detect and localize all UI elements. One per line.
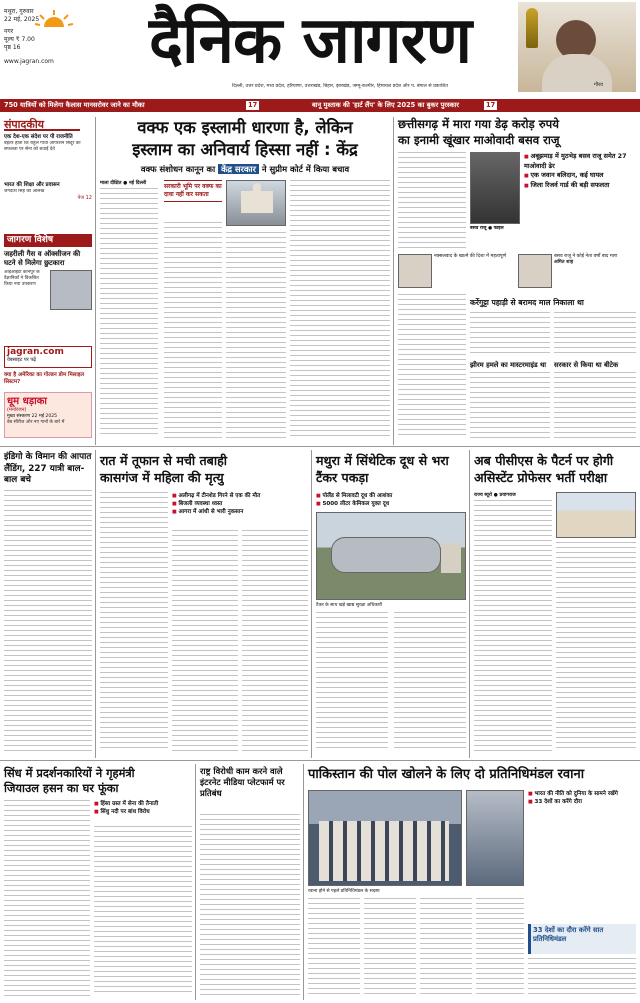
pcs-headline-line-2: असिस्टेंट प्रोफेसर भर्ती परीक्षा [474,470,608,485]
special-title[interactable]: जहरीली गैस व ऑक्सीजन की घटने से मिलेगा छुटकारा [4,250,81,267]
dhoom-date: मुख्य संस्करण 22 मई 2025 [7,414,58,419]
lead-headline[interactable] [100,117,390,161]
editorial-2-body: जगदीश सिंह का आलेख [4,189,45,194]
special-header [4,234,92,247]
editorial-1 [4,134,92,179]
dhoom-header: धूम धड़ाका [7,396,47,407]
editorial-page-ref: पेज 12 [77,195,92,202]
naxal-col-3 [470,312,550,356]
naxal-headline-line-2: का इनामी खूंखार माओवादी बसव राजू [398,133,560,147]
storm-bullets [172,492,308,516]
naxal-col-1 [398,152,466,250]
ott-headline[interactable]: राष्ट्र विरोधी काम करने वाले इंटरनेट मीडिया प्लेटफार्म पर प्रतिबंध [200,766,285,798]
naxal-bullet-2: ■ एक जवान बलिदान, कई घायल [524,171,636,181]
lead-col-4 [290,180,390,438]
milk-bullet-2: ■ 5000 लीटर केमिकल युक्त दूध [316,500,466,508]
storm-headline-line-2: कासगंज में महिला की मृत्यु [100,470,224,485]
pak-col-2 [364,898,416,996]
sindh-headline-line-2: जियाउल हसन का घर फूंका [4,781,119,795]
editorial-1-body: बेहतर होता कि राहुल गांधी ऑपरेशन सिंदूर की सफलता पर सेना को बधाई देते [4,141,81,153]
lead-subhead-part-2: ने सुप्रीम कोर्ट में किया बचाव [261,164,350,174]
pak-col-4 [476,898,524,996]
city: नगर [4,28,14,35]
lead-col-3 [226,232,286,438]
lead-headline-line-1: वक्फ एक इस्लामी धारणा है, लेकिन [137,118,353,137]
naxal-sub-2[interactable]: झीरम हमले का मास्टरमाइंड था [470,361,547,369]
ott-body [200,814,300,996]
modi-photo [398,254,432,288]
newspaper-title: दैनिक जागरण [148,4,472,78]
pak-box [528,924,636,954]
sindh-headline[interactable] [4,766,192,796]
indigo-headline[interactable]: इंडिगो के विमान की आपात लैंडिंग, 227 यात्री बाल-बाल बचे [4,452,92,485]
delegation-caption: रवाना होने से पहले प्रतिनिधिमंडल के सदस्य [308,889,380,894]
shah-caption-name: अमित शाह [554,260,574,266]
storm-col-1 [100,492,168,752]
storm-bullet-1: ■ अलीगढ़ में टीनशेड गिरने से एक की मौत [172,492,308,500]
delegation-photo [308,790,462,886]
naxal-col-6 [554,372,636,438]
pak-headline[interactable]: पाकिस्तान की पोल खोलने के लिए दो प्रतिनिधिमंडल रवाना [308,767,585,782]
poll-question[interactable]: क्या है अमेरिका का गोल्डन डोम मिसाइल सिस्टम? [4,372,85,385]
sindh-bullet-2: ■ सिंधु नदी पर बांध विरोध [94,808,192,816]
website: www.jagran.com [4,58,54,65]
lead-subhead-part-1: वक्फ संशोधन कानून का [140,164,216,174]
pcs-col-1 [474,500,552,752]
award-photo [518,2,636,92]
milk-bullets [316,492,466,508]
modi-caption: नक्सलवाद के खात्मे की दिशा में महत्वपूर्ण [434,254,507,259]
sindh-col-2 [94,826,192,996]
naxal-col-2 [398,294,466,438]
supreme-court-photo [226,180,286,226]
naxal-headline-line-1: छत्तीसगढ़ में मारा गया डेढ़ करोड़ रुपये [398,117,559,131]
shah-caption [554,254,636,267]
storm-bullet-3: ■ आगरा में आंधी से भारी नुकसान [172,508,308,516]
storm-headline[interactable] [100,452,308,486]
jagran-com-label: jagran.com [7,347,64,357]
delegation-photo-2 [466,790,524,886]
lead-col-1 [100,188,158,438]
milk-col-1 [316,612,388,752]
ticker-bar [0,99,640,112]
pak-col-5 [528,958,636,996]
milk-bullet-1: ■ पोलैंड से मिलावटी दूध की आशंका [316,492,466,500]
lead-subhead-highlight: केंद्र सरकार [218,164,259,174]
price: मूल्य ₹ 7.00 [4,36,35,43]
lead-subhead [100,163,390,176]
storm-headline-line-1: रात में तूफान से मची तबाही [100,453,228,468]
naxal-col-4 [554,312,636,356]
sindh-headline-line-1: सिंध में प्रदर्शनकारियों ने गृहमंत्री [4,766,135,780]
special-header-label: जागरण विशेष [7,235,54,245]
naxal-sub-1[interactable]: कर्रेगुट्टा पहाड़ी से बरामद माल निकाला था [470,298,584,307]
lead-byline: माला दीक्षित ● नई दिल्ली [100,181,147,186]
lead-quote: सरकारी भूमि पर वक्फ का दावा नहीं कर सकता [164,180,222,202]
basav-raju-caption: बसव राजू ● फाइल [470,226,504,231]
award-caption: गौरव [594,82,603,88]
ticker-right[interactable]: बानू मुश्ताक की 'हार्ट लैंप' के लिए 2025 का बुकर पुरस्कार [312,101,459,109]
pcs-headline[interactable] [474,452,636,486]
editorial-header: संपादकीय [4,117,80,131]
tanker-caption: टैंकर के साथ खड़े खाद्य सुरक्षा अधिकारी [316,603,383,608]
special-body: आईआईटी कानपुर के वैज्ञानिकों ने विकसित किया नया उपकरण [4,270,40,287]
pcs-byline: राज्य ब्यूरो ● प्रयागराज [474,493,516,498]
naxal-sub-3[interactable]: सरकार से किया था बीटेक [554,361,619,369]
special-photo [50,270,92,310]
ticker-left-page: 17 [248,101,258,109]
trophy-icon [526,8,538,48]
milk-col-2 [394,612,466,752]
storm-col-2 [172,530,238,752]
storm-bullet-2: ■ बिजली व्यवस्था ध्वस्त [172,500,308,508]
lead-headline-line-2: इस्लाम का अनिवार्य हिस्सा नहीं : केंद्र [132,140,358,159]
commission-building-photo [556,492,636,538]
basav-raju-photo [470,152,520,224]
web-label: वेबसाइट पर पढ़ें [7,357,37,363]
date-line-1: मथुरा, गुरुवार [4,8,34,15]
dhoom-sub: (मनोरंजन) [7,407,27,413]
pages: पृष्ठ 16 [4,44,21,51]
ticker-right-page: 17 [486,101,496,109]
sun-logo-icon [34,9,74,27]
pcs-headline-line-1: अब पीसीएस के पैटर्न पर होगी [474,453,614,468]
editorial-2 [4,182,92,201]
indigo-body [4,490,92,752]
date-line-2: 22 मई, 2025 [4,16,40,23]
ticker-left[interactable]: 750 यात्रियों को मिलेगा कैलास मानसरोवर जाने का मौका [4,101,145,109]
editorial-1-title[interactable]: एक देश-एक संदेश पर पी राजनीति [4,134,73,140]
shah-photo [518,254,552,288]
pak-bullet-2: ■ 33 देशों का करेंगे दौरा [528,798,636,806]
pak-bullets [528,790,636,806]
storm-col-3 [242,530,308,752]
naxal-col-5 [470,372,550,438]
lead-col-2 [164,222,222,438]
editions-line: दिल्ली, उत्तर प्रदेश, मध्य प्रदेश, हरियाणा, उत्तराखंड, बिहार, झारखंड, जम्मू-कश्मीर, हिमाचल प्रदेश और प. बंगाल से प्रकाशित [232,84,448,89]
pcs-col-2 [556,542,636,752]
pak-bullet-1: ■ भारत की नीति को दुनिया के सामने रखेंगे [528,790,636,798]
naxal-bullet-3: ■ जिला रिजर्व गार्ड की बड़ी सफलता [524,181,636,191]
tanker-photo [316,512,466,600]
dhoom-body: वेब सीरीज और नए गानों के बारे में [7,420,65,425]
milk-headline[interactable] [316,452,468,486]
sindh-bullet-1: ■ हिंसा ग्रस्त में सेना की तैनाती [94,800,192,808]
pak-box-text: 33 देशों का दौरा करेंगे सात प्रतिनिधिमंडल [533,926,604,943]
sindh-bullets [94,800,192,816]
editorial-2-title[interactable]: भारत की शिक्षा और प्रवासन [4,182,60,188]
sindh-col-1 [4,800,90,996]
milk-headline-line-1: मथुरा में सिंथेटिक दूध से भरा टैंकर पकड़ा [316,453,449,485]
naxal-headline[interactable] [398,116,636,148]
pak-col-1 [308,898,360,996]
naxal-bullets [524,152,636,191]
shah-caption-text: बसव राजू ने कोई नेता वर्षों बाद मारा [554,254,618,259]
naxal-bullet-1: ■ अबूझमाड़ में मुठभेड़ बसव राजू समेत 27 माओवादी ढेर [524,152,636,171]
dhoom-box[interactable] [4,392,92,438]
jagran-com-box[interactable] [4,346,92,368]
pak-col-3 [420,898,472,996]
